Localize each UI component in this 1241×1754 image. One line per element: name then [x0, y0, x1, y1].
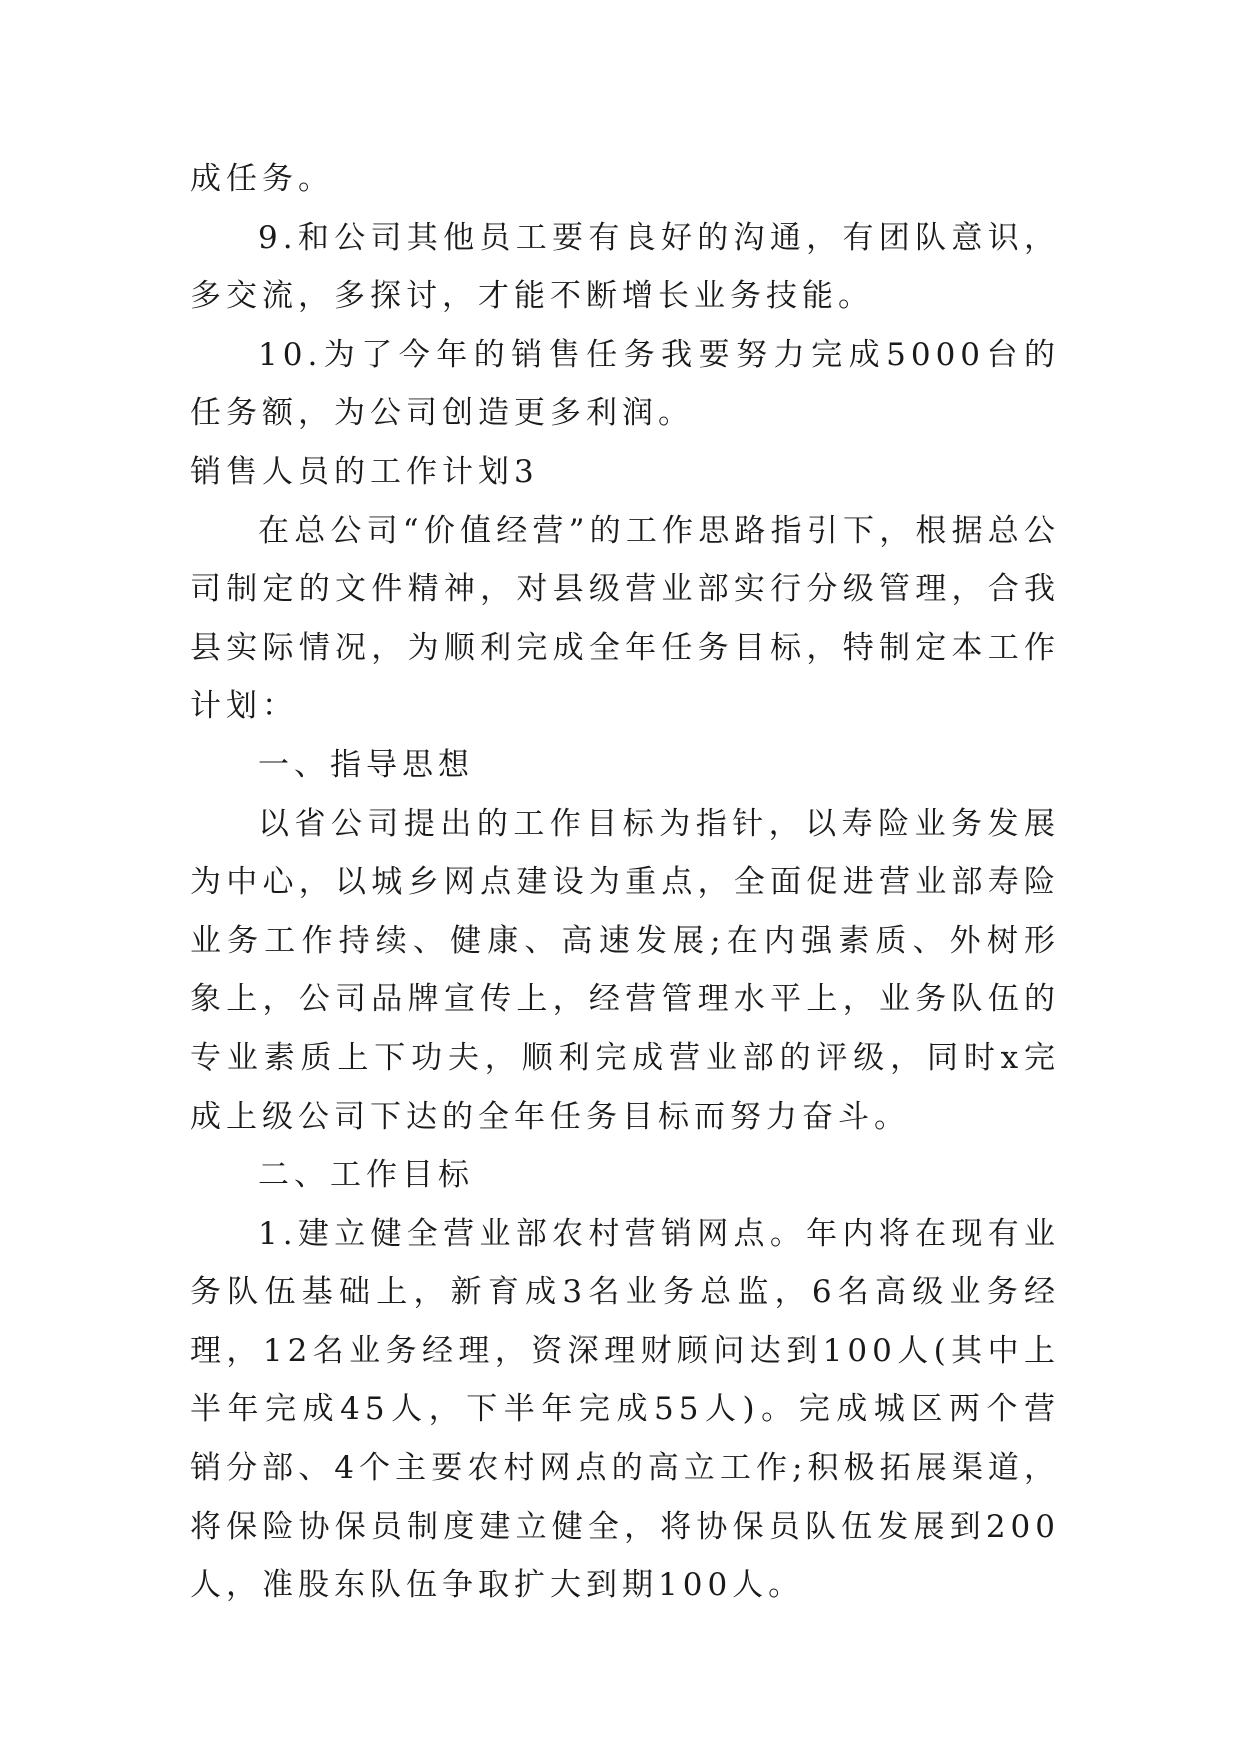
subheading-guiding-thought: 一、指导思想 — [258, 746, 474, 783]
section-heading: 销售人员的工作计划3 — [190, 453, 539, 490]
subheading-work-goals: 二、工作目标 — [258, 1157, 474, 1194]
paragraph-continued: 成任务。 — [190, 161, 334, 197]
paragraph-item-9: 9.和公司其他员工要有良好的沟通，有团队意识，多交流，多探讨，才能不断增长业务技能。 — [190, 219, 1060, 315]
paragraph-item-10: 10.为了今年的销售任务我要努力完成5000台的任务额，为公司创造更多利润。 — [190, 336, 1060, 432]
paragraph-intro: 在总公司“价值经营”的工作思路指引下，根据总公司制定的文件精神，对县级营业部实行分级管理，合我县实际情况，为顺利完成全年任务目标，特制定本工作计划： — [190, 512, 1060, 725]
paragraph-guiding-thought: 以省公司提出的工作目标为指针，以寿险业务发展为中心，以城乡网点建设为重点，全面促进营业部寿险业务工作持续、健康、高速发展;在内强素质、外树形象上，公司品牌宣传上，经营管理水平上，业务队伍的专业素质上下功夫，顺利完成营业部的评级，同时x完成上级公司下达的全年任务目标而努力奋斗。 — [190, 805, 1060, 1135]
document-body — [190, 150, 1060, 1615]
paragraph-goal-1: 1.建立健全营业部农村营销网点。年内将在现有业务队伍基础上，新育成3名业务总监，6名高级业务经理，12名业务经理，资深理财顾问达到100人(其中上半年完成45人，下半年完成55人)。完成城区两个营销分部、4个主要农村网点的高立工作;积极拓展渠道，将保险协保员制度建立健全，将协保员队伍发展到200人，准股东队伍争取扩大到期100人。 — [190, 1215, 1060, 1604]
